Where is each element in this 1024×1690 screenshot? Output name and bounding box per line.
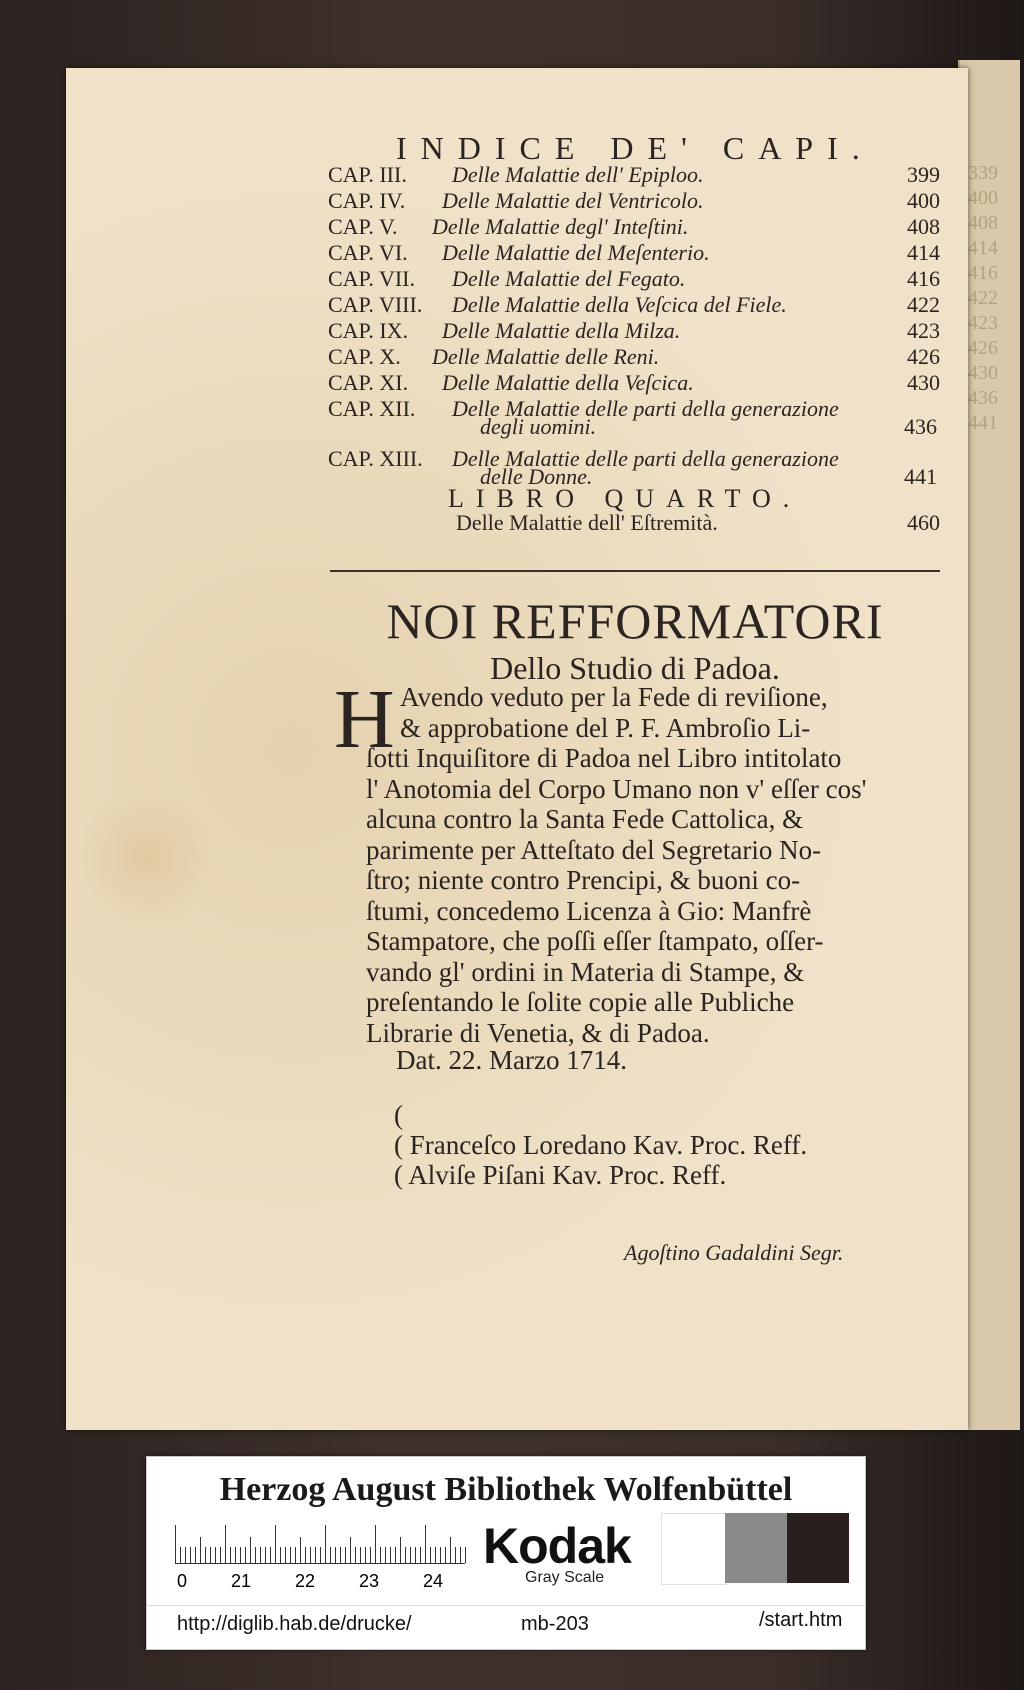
toc-page-number: 399 [907, 162, 940, 187]
imprimatur-line: preſentando le ſolite copie alle Publiche [366, 987, 795, 1017]
ruler-tick [235, 1547, 236, 1563]
signature-line: ( [394, 1100, 403, 1130]
ruler-label: 22 [295, 1571, 316, 1591]
imprimatur-line: Avendo veduto per la Fede di reviſione, [400, 682, 828, 712]
ruler-tick [180, 1547, 181, 1563]
ruler-tick [350, 1537, 351, 1563]
ruler-tick [280, 1547, 281, 1563]
ruler-tick [395, 1547, 396, 1563]
toc-chapter-title: Delle Malattie della Milza. [442, 318, 681, 343]
ruler-tick [420, 1547, 421, 1563]
imprimatur-line: ſtro; niente contro Prencipi, & buoni co- [366, 865, 801, 895]
facing-page-fragment: 339 [968, 162, 998, 184]
ruler-tick [425, 1525, 426, 1563]
ruler-tick [190, 1547, 191, 1563]
toc-entry [328, 292, 940, 316]
item-code: mb-203 [521, 1613, 589, 1635]
imprimatur-line: vando gl' ordini in Materia di Stampe, & [366, 956, 805, 987]
toc-chapter-title: Delle Malattie della Veſcica del Fiele. [452, 292, 787, 317]
ruler-tick [445, 1547, 446, 1563]
ruler-tick [380, 1547, 381, 1563]
toc-chapter-number: CAP. XII. [328, 396, 416, 421]
facing-page-fragment: 436 [968, 387, 998, 409]
toc-chapter-title: Delle Malattie del Fegato. [452, 266, 686, 291]
ruler-tick [220, 1547, 221, 1563]
gray-swatch [787, 1513, 849, 1583]
ruler-tick [305, 1547, 306, 1563]
toc-continuation-xii: degli uomini. [480, 414, 597, 439]
imprimatur-heading: NOI REFFORMATORI [386, 593, 884, 649]
ruler-tick [385, 1547, 386, 1563]
toc-chapter-number: CAP. X. [328, 344, 401, 369]
ruler-tick [240, 1547, 241, 1563]
start-page-text: /start.htm [759, 1609, 843, 1631]
ruler-tick [345, 1547, 346, 1563]
ruler-tick [225, 1525, 226, 1563]
library-name: Herzog August Bibliothek Wolfenbüttel [219, 1471, 793, 1508]
ruler-tick [370, 1547, 371, 1563]
ruler-tick [410, 1547, 411, 1563]
toc-chapter-title: Delle Malattie dell' Epiploo. [452, 162, 704, 187]
ruler-tick [375, 1525, 376, 1563]
toc-chapter-number: CAP. VIII. [328, 292, 423, 317]
toc-continuation-xiii: delle Donne. [480, 464, 593, 489]
toc-chapter-title: Delle Malattie delle parti della generazione [452, 446, 839, 471]
toc-entry [328, 188, 940, 212]
toc-page-number: 416 [907, 266, 940, 291]
gray-swatch [725, 1513, 787, 1583]
toc-entry [328, 446, 940, 470]
toc-chapter-number: CAP. VI. [328, 240, 408, 265]
toc-chapter-number: CAP. IV. [328, 188, 406, 213]
ruler-tick [355, 1547, 356, 1563]
facing-page-fragment: 423 [968, 312, 998, 334]
ruler-tick [295, 1547, 296, 1563]
ruler-tick [210, 1547, 211, 1563]
toc-chapter-number: CAP. XI. [328, 370, 409, 395]
facing-page-fragment: 426 [968, 337, 998, 359]
ruler-tick [365, 1547, 366, 1563]
toc-chapter-title: Delle Malattie delle parti della generazione [452, 396, 839, 421]
ruler-tick [205, 1547, 206, 1563]
toc-page-number: 422 [907, 292, 940, 317]
facing-page-fragment: 422 [968, 287, 998, 309]
ruler-tick [275, 1525, 276, 1563]
toc-entry [328, 162, 940, 186]
toc-page-number: 430 [907, 370, 940, 395]
ruler-label: 24 [423, 1571, 444, 1591]
toc-entry [328, 396, 940, 420]
ruler-tick [245, 1547, 246, 1563]
toc-chapter-title: Delle Malattie degl' Inteſtini. [432, 214, 689, 239]
toc-chapter-title: Delle Malattie delle Reni. [432, 344, 660, 369]
ruler-tick [440, 1547, 441, 1563]
ruler-tick [340, 1547, 341, 1563]
url-text: http://diglib.hab.de/drucke/ [177, 1613, 412, 1635]
toc-chapter-number: CAP. VII. [328, 266, 416, 291]
measurement-ruler [175, 1523, 465, 1564]
libro-entry-page: 460 [907, 510, 940, 535]
ruler-tick [460, 1547, 461, 1563]
section-rule [330, 570, 940, 572]
ruler-tick [390, 1547, 391, 1563]
signature-line: ( Franceſco Loredano Kav. Proc. Reff. [394, 1130, 808, 1160]
facing-page-fragment: 430 [968, 362, 998, 384]
ruler-tick [450, 1537, 451, 1563]
toc-chapter-number: CAP. IX. [328, 318, 409, 343]
ruler-tick [195, 1547, 196, 1563]
ruler-tick [255, 1547, 256, 1563]
ruler-tick [310, 1547, 311, 1563]
libro-quarto-entry [456, 510, 940, 536]
facing-page-fragment: 400 [968, 187, 998, 209]
toc-continuation-xiii-page: 441 [904, 464, 937, 489]
imprimatur-line: & approbatione del P. F. Ambroſio Li- [400, 712, 811, 743]
ruler-label: 0 [177, 1571, 188, 1591]
ruler-tick [200, 1537, 201, 1563]
libro-quarto-title: LIBRO QUARTO. [448, 484, 802, 513]
ruler-tick [465, 1547, 466, 1563]
ruler-tick [430, 1547, 431, 1563]
toc-chapter-number: CAP. XIII. [328, 446, 423, 471]
ruler-labels [175, 1571, 465, 1593]
ruler-tick [415, 1547, 416, 1563]
facing-page-fragment: 441 [968, 412, 998, 434]
secretary-signature: Agoſtino Gadaldini Segr. [624, 1240, 844, 1265]
ruler-tick [360, 1547, 361, 1563]
ruler-tick [215, 1547, 216, 1563]
ruler-label: 23 [359, 1571, 380, 1591]
imprimatur-line: Stampatore, che poſſi eſſer ſtampato, oſſer- [366, 926, 824, 956]
imprimatur-line: Librarie di Venetia, & di Padoa. [366, 1017, 710, 1048]
ruler-tick [300, 1537, 301, 1563]
ruler-tick [405, 1547, 406, 1563]
libro-entry-title: Delle Malattie dell' Eſtremità. [456, 510, 718, 535]
ruler-tick [455, 1547, 456, 1563]
imprimatur-line: ſtumi, concedemo Licenza à Gio: Manfrè [366, 895, 812, 926]
imprimatur-line: parimente per Atteſtato del Segretario No- [366, 834, 822, 865]
card-divider [147, 1605, 865, 1606]
toc-entry [328, 214, 940, 238]
ruler-tick [185, 1547, 186, 1563]
toc-chapter-title: Delle Malattie della Veſcica. [442, 370, 694, 395]
toc-entry [328, 370, 940, 394]
toc-entry [328, 240, 940, 264]
ruler-tick [400, 1537, 401, 1563]
ruler-tick [260, 1547, 261, 1563]
ruler-tick [315, 1547, 316, 1563]
ruler-tick [285, 1547, 286, 1563]
toc-entry [328, 266, 940, 290]
color-target-card [146, 1456, 866, 1650]
index-title: INDICE DE' CAPI. [396, 130, 874, 166]
toc-continuation-xii-page: 436 [904, 414, 937, 439]
ruler-label: 21 [231, 1571, 252, 1591]
kodak-logo: Kodak [483, 1518, 631, 1574]
toc-chapter-number: CAP. III. [328, 162, 407, 187]
gray-scale-label: Gray Scale [525, 1569, 605, 1586]
toc-entry [328, 318, 940, 342]
ruler-tick [435, 1547, 436, 1563]
toc-chapter-number: CAP. V. [328, 214, 398, 239]
gray-swatch [661, 1513, 727, 1585]
imprimatur-line: alcuna contro la Santa Fede Cattolica, & [366, 804, 804, 834]
toc-page-number: 423 [907, 318, 940, 343]
ruler-tick [325, 1525, 326, 1563]
facing-page-fragment: 414 [968, 237, 998, 259]
ruler-tick [330, 1547, 331, 1563]
imprimatur-line: l' Anotomia del Corpo Umano non v' eſſer cos' [366, 773, 867, 804]
ruler-tick [265, 1547, 266, 1563]
toc-page-number: 408 [907, 214, 940, 239]
toc-page-number: 426 [907, 344, 940, 369]
ruler-tick [335, 1547, 336, 1563]
imprimatur-line: ſotti Inquiſitore di Padoa nel Libro intitolato [366, 743, 842, 773]
toc-page-number: 400 [907, 188, 940, 213]
signature-line: ( Alviſe Piſani Kav. Proc. Reff. [394, 1160, 727, 1190]
ruler-tick [250, 1537, 251, 1563]
toc-page-number: 414 [907, 240, 940, 265]
facing-page-fragment: 416 [968, 262, 998, 284]
ruler-tick [230, 1547, 231, 1563]
facing-page-fragment: 408 [968, 212, 998, 234]
toc-chapter-title: Delle Malattie del Meſenterio. [442, 240, 710, 265]
ruler-tick [270, 1547, 271, 1563]
imprimatur-subheading: Dello Studio di Padoa. [490, 650, 780, 686]
toc-chapter-title: Delle Malattie del Ventricolo. [442, 188, 704, 213]
ruler-tick [175, 1525, 176, 1563]
ruler-tick [320, 1547, 321, 1563]
toc-entry [328, 344, 940, 368]
drop-cap: H [334, 673, 395, 766]
ruler-tick [290, 1547, 291, 1563]
imprimatur-date: Dat. 22. Marzo 1714. [396, 1045, 627, 1075]
